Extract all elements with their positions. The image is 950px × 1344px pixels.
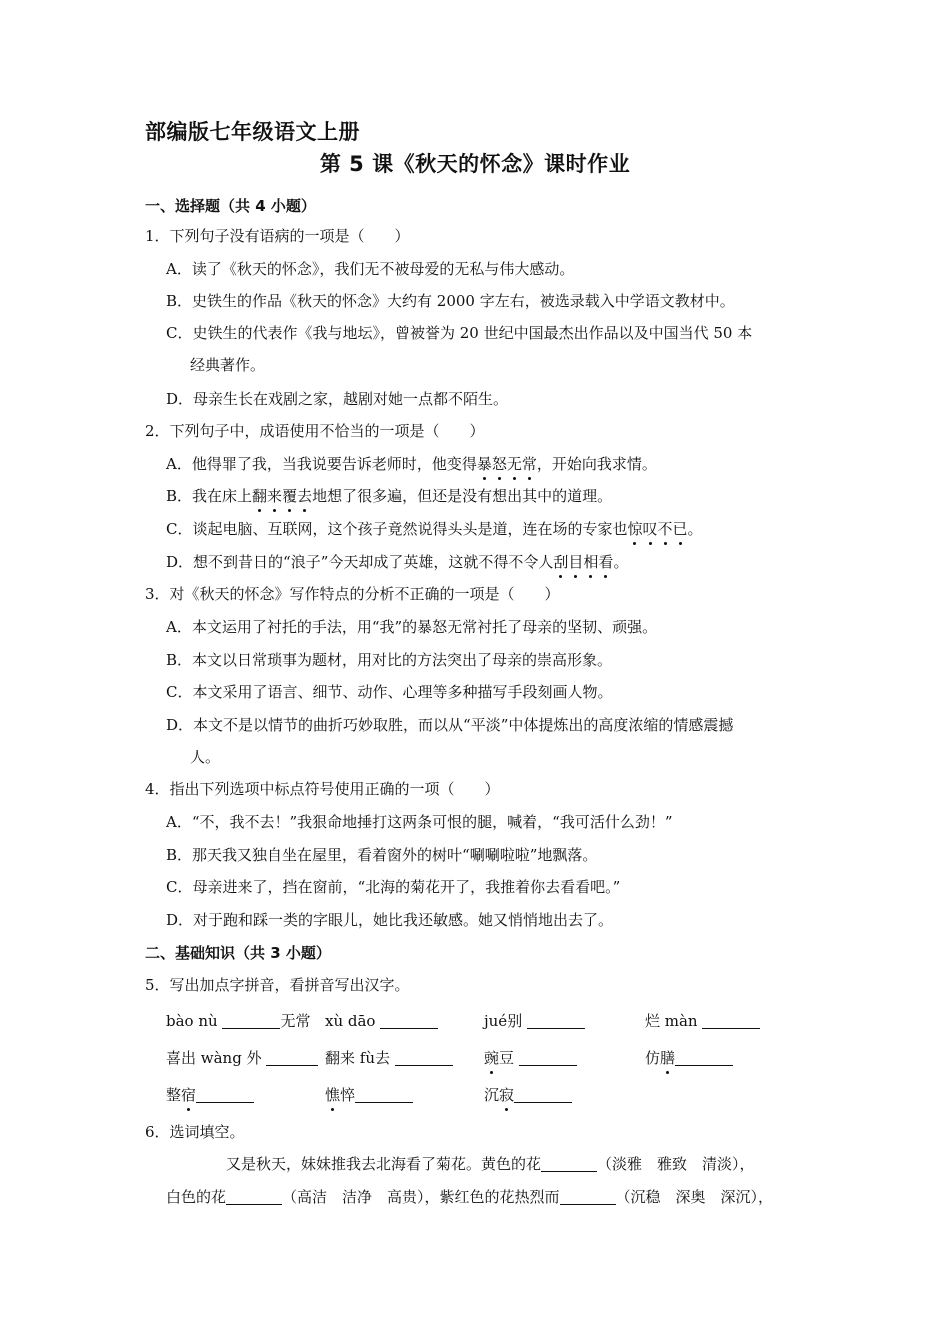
q2-option-a (166, 454, 657, 474)
q4-option-d: D．对于跑和踩一类的字眼儿，她比我还敏感。她又悄悄地出去了。 (166, 911, 614, 929)
answer-blank[interactable] (380, 1012, 438, 1029)
answer-blank[interactable] (519, 1049, 577, 1066)
dotted-char: 憔 (325, 1086, 341, 1104)
q2-stem: 2．下列句子中，成语使用不恰当的一项是（ ） (145, 422, 485, 440)
answer-blank[interactable] (527, 1012, 585, 1029)
q5-item (325, 1011, 438, 1031)
item-text: 豆 (499, 1049, 519, 1067)
q3-option-b: B．本文以日常琐事为题材，用对比的方法突出了母亲的崇高形象。 (166, 651, 613, 669)
q1-option-d: D．母亲生长在戏剧之家，越剧对她一点都不陌生。 (166, 390, 509, 408)
dotted-char: 覆 (282, 487, 298, 505)
option-text: B．我在床上 (166, 487, 253, 505)
dotted-char: 宿 (181, 1086, 197, 1104)
item-text: 翻来 fù去 (325, 1049, 395, 1067)
item-text: 烂 màn (645, 1012, 703, 1030)
dotted-char: 目 (568, 553, 584, 571)
q2-option-b (166, 486, 612, 506)
dotted-char: 叹 (642, 520, 658, 538)
q1-option-b: B．史铁生的作品《秋天的怀念》大约有 2000 字左右，被选录载入中学语文教材中。 (166, 292, 735, 310)
dotted-char: 寂 (499, 1086, 515, 1104)
dotted-char: 常 (521, 455, 537, 473)
q1-option-c-cont: 经典著作。 (190, 356, 266, 374)
option-text: ，开始向我求情。 (536, 455, 657, 473)
option-text: C．谈起电脑、互联网，这个孩子竟然说得头头是道，连在场的专家也 (166, 520, 628, 538)
item-text: 仿 (645, 1049, 661, 1067)
item-text: 无常 (280, 1012, 311, 1030)
dotted-char: 怒 (491, 455, 507, 473)
dotted-char: 膳 (660, 1049, 676, 1067)
answer-blank[interactable] (675, 1049, 733, 1066)
q5-item (645, 1011, 760, 1031)
q6-passage-line1 (226, 1154, 755, 1174)
answer-blank[interactable] (395, 1049, 453, 1066)
doc-header: 部编版七年级语文上册 (145, 120, 360, 144)
answer-blank[interactable] (222, 1012, 280, 1029)
option-text: A．他得罪了我，当我说要告诉老师时，他变得 (166, 455, 477, 473)
q2-option-d (166, 552, 628, 572)
option-text: 。 (613, 553, 629, 571)
q5-item (325, 1085, 413, 1105)
section-heading-basics: 二、基础知识（共 3 小题） (145, 944, 331, 962)
dotted-char: 不 (657, 520, 673, 538)
passage-text: 白色的花 (166, 1188, 227, 1206)
item-text: 喜出 wàng 外 (166, 1049, 267, 1067)
q3-option-d: D．本文不是以情节的曲折巧妙取胜，而以从“平淡”中体提炼出的高度浓缩的情感震撼 (166, 716, 734, 734)
q4-option-c: C．母亲进来了，挡在窗前，“北海的菊花开了，我推着你去看看吧。” (166, 878, 621, 896)
item-text: 悴 (340, 1086, 356, 1104)
item-text: 沉 (484, 1086, 500, 1104)
answer-blank[interactable] (226, 1188, 282, 1205)
q5-item (645, 1048, 733, 1068)
q6-passage-line2 (166, 1187, 773, 1207)
option-text: 。 (687, 520, 703, 538)
dotted-char: 豌 (484, 1049, 500, 1067)
q1-stem: 1．下列句子没有语病的一项是（ ） (145, 227, 410, 245)
q4-option-a: A．“不，我不去！”我狠命地捶打这两条可恨的腿，喊着，“我可活什么劲！” (166, 813, 673, 831)
q5-item (166, 1085, 254, 1105)
dotted-char: 去 (297, 487, 313, 505)
answer-blank[interactable] (560, 1188, 616, 1205)
option-text: 地想了很多遍，但还是没有想出其中的道理。 (312, 487, 613, 505)
answer-blank[interactable] (266, 1049, 318, 1066)
section-heading-choice: 一、选择题（共 4 小题） (145, 197, 316, 215)
q5-item (166, 1011, 310, 1031)
q5-item (325, 1048, 453, 1068)
q3-option-c: C．本文采用了语言、细节、动作、心理等多种描写手段刻画人物。 (166, 683, 613, 701)
dotted-char: 暴 (476, 455, 492, 473)
q5-item (166, 1048, 318, 1068)
passage-text: （高洁 洁净 高贵），紫红色的花热烈而 (282, 1188, 560, 1206)
q5-item (484, 1048, 577, 1068)
item-text: xù dāo (325, 1012, 381, 1030)
q6-stem: 6．选词填空。 (145, 1123, 245, 1141)
dotted-char: 翻 (252, 487, 268, 505)
q3-option-d-cont: 人。 (190, 748, 221, 766)
answer-blank[interactable] (541, 1155, 597, 1172)
q3-option-a: A．本文运用了衬托的手法，用“我”的暴怒无常衬托了母亲的坚韧、顽强。 (166, 618, 658, 636)
q5-item (484, 1011, 585, 1031)
item-text: bào nù (166, 1012, 223, 1030)
dotted-char: 惊 (627, 520, 643, 538)
answer-blank[interactable] (514, 1086, 572, 1103)
q1-option-a: A．读了《秋天的怀念》，我们无不被母爱的无私与伟大感动。 (166, 260, 575, 278)
q1-option-c: C．史铁生的代表作《我与地坛》，曾被誉为 20 世纪中国最杰出作品以及中国当代 50 本 (166, 324, 753, 342)
passage-text: （淡雅 雅致 清淡）， (597, 1155, 755, 1173)
q4-option-b: B．那天我又独自坐在屋里，看着窗外的树叶“唰唰啦啦”地飘落。 (166, 846, 598, 864)
answer-blank[interactable] (702, 1012, 760, 1029)
dotted-char: 刮 (553, 553, 569, 571)
dotted-char: 已 (672, 520, 688, 538)
q5-item (484, 1085, 572, 1105)
doc-title: 第 5 课《秋天的怀念》课时作业 (319, 152, 631, 176)
q5-stem: 5．写出加点字拼音，看拼音写出汉字。 (145, 976, 410, 994)
dotted-char: 相 (583, 553, 599, 571)
q2-option-c (166, 519, 703, 539)
item-text: jué别 (484, 1012, 527, 1030)
answer-blank[interactable] (355, 1086, 413, 1103)
q3-stem: 3．对《秋天的怀念》写作特点的分析不正确的一项是（ ） (145, 585, 560, 603)
passage-text: （沉稳 深奥 深沉）， (615, 1188, 774, 1206)
dotted-char: 看 (598, 553, 614, 571)
dotted-char: 来 (267, 487, 283, 505)
dotted-char: 无 (506, 455, 522, 473)
item-text: 整 (166, 1086, 182, 1104)
passage-text: 又是秋天，妹妹推我去北海看了菊花。黄色的花 (226, 1155, 542, 1173)
option-text: D．想不到昔日的“浪子”今天却成了英雄，这就不得不令人 (166, 553, 554, 571)
q4-stem: 4．指出下列选项中标点符号使用正确的一项（ ） (145, 780, 500, 798)
answer-blank[interactable] (196, 1086, 254, 1103)
